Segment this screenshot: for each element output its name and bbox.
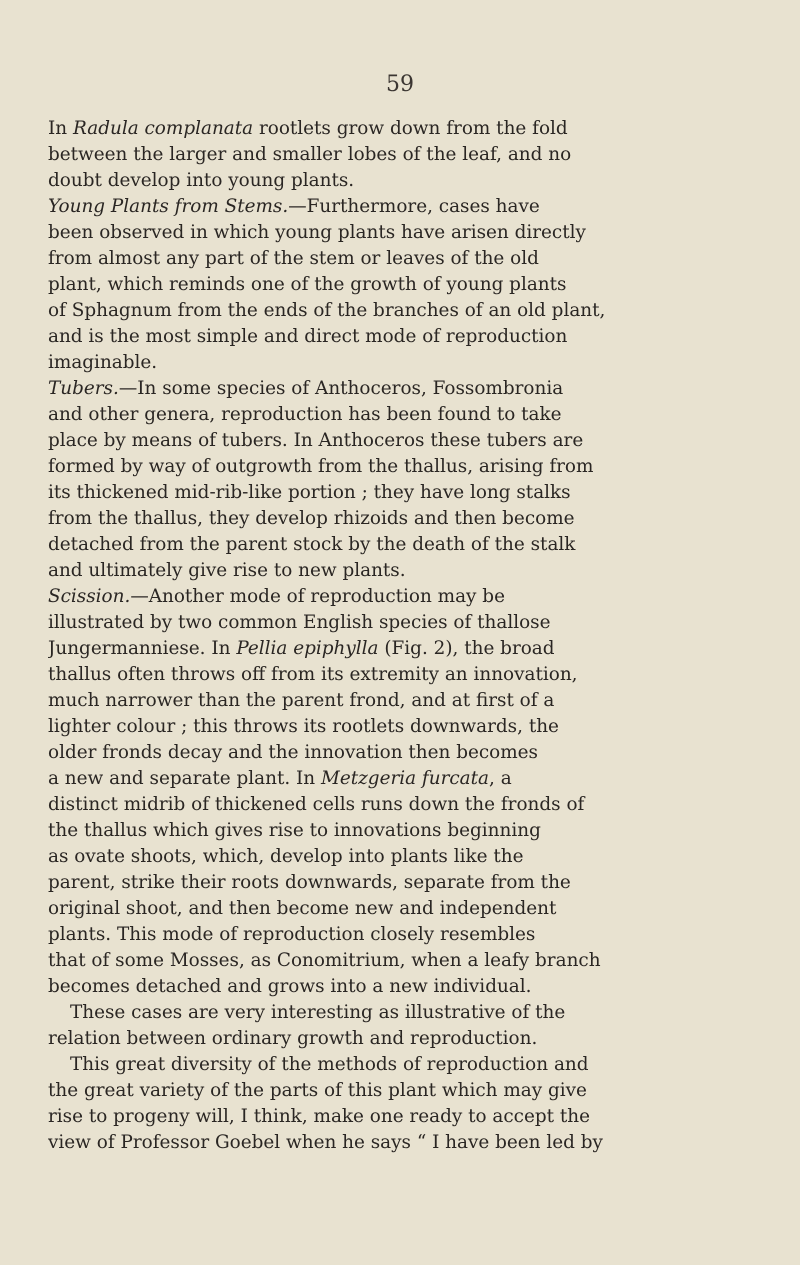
text-line bbox=[48, 792, 778, 818]
text-line bbox=[48, 324, 778, 350]
text-span: a new and separate plant. In bbox=[48, 768, 321, 789]
text-line bbox=[48, 1130, 778, 1156]
text-span: original shoot, and then become new and independent bbox=[48, 898, 557, 919]
text-line bbox=[48, 766, 778, 792]
text-span: illustrated by two common English species of thallose bbox=[48, 612, 551, 633]
text-span: rise to progeny will, I think, make one ready to accept the bbox=[48, 1106, 590, 1127]
text-span: —In some species of Anthoceros, Fossombronia bbox=[118, 378, 564, 399]
text-line bbox=[48, 1052, 778, 1078]
text-line bbox=[48, 636, 778, 662]
text-span: detached from the parent stock by the death of the stalk bbox=[48, 534, 576, 555]
text-span: thallus often throws off from its extremity an innovation, bbox=[48, 664, 578, 685]
text-line bbox=[48, 142, 778, 168]
text-span: between the larger and smaller lobes of the leaf, and no bbox=[48, 144, 572, 165]
text-line bbox=[48, 922, 778, 948]
page-number: 59 bbox=[386, 72, 414, 97]
italic-text: Scission. bbox=[48, 586, 131, 607]
text-span: Jungermanniese. In bbox=[48, 638, 237, 659]
text-span: and other genera, reproduction has been found to take bbox=[48, 404, 562, 425]
text-line bbox=[48, 194, 778, 220]
text-line bbox=[48, 948, 778, 974]
text-span: formed by way of outgrowth from the thallus, arising from bbox=[48, 456, 594, 477]
text-span: In bbox=[48, 118, 73, 139]
text-line bbox=[48, 558, 778, 584]
text-span: been observed in which young plants have arisen directly bbox=[48, 222, 586, 243]
text-line bbox=[48, 298, 778, 324]
text-span: of Sphagnum from the ends of the branches of an old plant, bbox=[48, 300, 606, 321]
italic-text: Tubers. bbox=[48, 378, 119, 399]
text-span: becomes detached and grows into a new individual. bbox=[48, 976, 532, 997]
text-line bbox=[48, 740, 778, 766]
text-line bbox=[48, 1104, 778, 1130]
text-line bbox=[48, 116, 778, 142]
text-line bbox=[48, 662, 778, 688]
text-span: This great diversity of the methods of reproduction and bbox=[70, 1054, 589, 1075]
text-span: (Fig. 2), the broad bbox=[378, 638, 555, 659]
text-line bbox=[48, 610, 778, 636]
text-span: its thickened mid-rib-like portion ; they have long stalks bbox=[48, 482, 571, 503]
text-span: —Furthermore, cases have bbox=[288, 196, 540, 217]
text-span: and is the most simple and direct mode of reproduction bbox=[48, 326, 568, 347]
text-line bbox=[48, 402, 778, 428]
text-span: that of some Mosses, as Conomitrium, when a leafy branch bbox=[48, 950, 601, 971]
text-line bbox=[48, 974, 778, 1000]
text-line bbox=[48, 1078, 778, 1104]
text-line bbox=[48, 246, 778, 272]
text-span: view of Professor Goebel when he says “ I have been led by bbox=[48, 1132, 603, 1153]
italic-text: Pellia epiphylla bbox=[236, 638, 379, 659]
text-span: distinct midrib of thickened cells runs down the fronds of bbox=[48, 794, 585, 815]
text-span: These cases are very interesting as illustrative of the bbox=[70, 1002, 566, 1023]
text-span: from the thallus, they develop rhizoids and then become bbox=[48, 508, 575, 529]
text-line bbox=[48, 506, 778, 532]
text-span: rootlets grow down from the fold bbox=[253, 118, 568, 139]
text-span: plant, which reminds one of the growth of young plants bbox=[48, 274, 567, 295]
text-span: and ultimately give rise to new plants. bbox=[48, 560, 406, 581]
text-line bbox=[48, 532, 778, 558]
text-line bbox=[48, 220, 778, 246]
text-line bbox=[48, 350, 778, 376]
text-line bbox=[48, 480, 778, 506]
text-line bbox=[48, 870, 778, 896]
text-line bbox=[48, 896, 778, 922]
text-span: doubt develop into young plants. bbox=[48, 170, 355, 191]
text-span: relation between ordinary growth and reproduction. bbox=[48, 1028, 538, 1049]
text-line bbox=[48, 1026, 778, 1052]
text-span: lighter colour ; this throws its rootlets downwards, the bbox=[48, 716, 559, 737]
italic-text: Young Plants from Stems. bbox=[48, 196, 289, 217]
text-line bbox=[48, 454, 778, 480]
body-text bbox=[48, 116, 778, 1156]
italic-text: Radula complanata bbox=[72, 118, 254, 139]
text-line bbox=[48, 844, 778, 870]
text-line bbox=[48, 428, 778, 454]
text-span: plants. This mode of reproduction closely resembles bbox=[48, 924, 536, 945]
italic-text: Metzgeria furcata bbox=[321, 768, 489, 789]
text-line bbox=[48, 272, 778, 298]
text-line bbox=[48, 376, 778, 402]
text-line bbox=[48, 168, 778, 194]
text-line bbox=[48, 1000, 778, 1026]
text-span: from almost any part of the stem or leaves of the old bbox=[48, 248, 539, 269]
text-span: , a bbox=[489, 768, 512, 789]
text-line bbox=[48, 818, 778, 844]
text-span: —Another mode of reproduction may be bbox=[130, 586, 505, 607]
text-span: imaginable. bbox=[48, 352, 158, 373]
text-span: much narrower than the parent frond, and at first of a bbox=[48, 690, 555, 711]
text-line bbox=[48, 584, 778, 610]
text-line bbox=[48, 714, 778, 740]
text-span: place by means of tubers. In Anthoceros these tubers are bbox=[48, 430, 584, 451]
text-span: parent, strike their roots downwards, separate from the bbox=[48, 872, 571, 893]
text-span: as ovate shoots, which, develop into plants like the bbox=[48, 846, 524, 867]
text-span: the thallus which gives rise to innovations beginning bbox=[48, 820, 541, 841]
text-span: older fronds decay and the innovation then becomes bbox=[48, 742, 538, 763]
text-line bbox=[48, 688, 778, 714]
text-span: the great variety of the parts of this plant which may give bbox=[48, 1080, 587, 1101]
